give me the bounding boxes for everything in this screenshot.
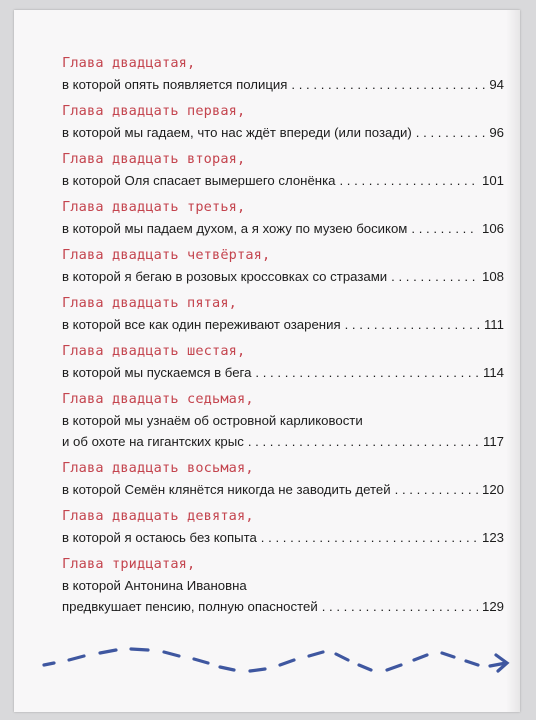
chapter-title: Глава двадцать первая, <box>62 103 246 119</box>
chapter-description-line <box>62 266 504 287</box>
dot-leader <box>255 362 479 383</box>
chapter-title: Глава двадцать шестая, <box>62 343 246 359</box>
page-number: 123 <box>481 530 504 545</box>
toc-entry[interactable] <box>62 245 504 287</box>
toc-entry[interactable] <box>62 101 504 143</box>
toc-entry[interactable] <box>62 293 504 335</box>
chapter-title: Глава двадцать восьмая, <box>62 460 254 476</box>
dot-leader <box>261 527 478 548</box>
page-number: 129 <box>481 599 504 614</box>
chapter-description: в которой мы гадаем, что нас ждёт впереди (или позади) <box>62 125 412 140</box>
chapter-title: Глава двадцать пятая, <box>62 295 238 311</box>
chapter-title: Глава двадцать девятая, <box>62 508 254 524</box>
chapter-description: в которой все как один переживают озарения <box>62 317 341 332</box>
chapter-description-line <box>62 170 504 191</box>
dot-leader <box>345 314 480 335</box>
toc-entry[interactable] <box>62 149 504 191</box>
chapter-description-line <box>62 362 504 383</box>
chapter-title: Глава двадцать вторая, <box>62 151 246 167</box>
chapter-description-line <box>62 575 504 596</box>
dot-leader <box>411 218 478 239</box>
chapter-description-line <box>62 479 504 500</box>
toc-entry[interactable] <box>62 554 504 617</box>
chapter-description: в которой я остаюсь без копыта <box>62 530 257 545</box>
toc-entry[interactable] <box>62 389 504 452</box>
dot-leader <box>248 431 479 452</box>
chapter-title: Глава двадцать четвёртая, <box>62 247 271 263</box>
chapter-title: Глава тридцатая, <box>62 556 196 572</box>
page-number: 120 <box>481 482 504 497</box>
toc-entry[interactable] <box>62 197 504 239</box>
chapter-description: в которой Антонина Ивановна <box>62 578 247 593</box>
chapter-description: в которой мы узнаём об островной карликовости <box>62 413 363 428</box>
page-number: 114 <box>482 365 504 380</box>
page-number: 96 <box>489 125 504 140</box>
toc-entry[interactable] <box>62 506 504 548</box>
chapter-description: в которой я бегаю в розовых кроссовках со стразами <box>62 269 388 284</box>
chapter-description-line <box>62 218 504 239</box>
chapter-description: в которой Семён клянётся никогда не заводить детей <box>62 482 391 497</box>
dot-leader <box>339 170 478 191</box>
page-number: 94 <box>489 77 504 92</box>
chapter-description: и об охоте на гигантских крыс <box>62 434 244 449</box>
chapter-description-line <box>62 74 504 95</box>
dashed-line-decoration <box>14 610 520 710</box>
page-number: 111 <box>483 317 504 332</box>
book-page <box>14 10 520 712</box>
table-of-contents <box>62 53 504 623</box>
dot-leader <box>291 74 485 95</box>
chapter-description: предвкушает пенсию, полную опасностей <box>62 599 318 614</box>
page-number: 108 <box>481 269 504 284</box>
dot-leader <box>395 479 478 500</box>
page-number: 106 <box>481 221 504 236</box>
chapter-description-line <box>62 410 504 431</box>
toc-entry[interactable] <box>62 341 504 383</box>
chapter-description: в которой опять появляется полиция <box>62 77 288 92</box>
dot-leader <box>416 122 486 143</box>
chapter-description: в которой мы падаем духом, а я хожу по музею босиком <box>62 221 408 236</box>
chapter-description: в которой мы пускаемся в бега <box>62 365 252 380</box>
chapter-description-line <box>62 431 504 452</box>
page-number: 101 <box>481 173 504 188</box>
dot-leader <box>391 266 478 287</box>
chapter-description-line <box>62 314 504 335</box>
toc-entry[interactable] <box>62 53 504 95</box>
page-number: 117 <box>482 434 504 449</box>
chapter-title: Глава двадцатая, <box>62 55 196 71</box>
chapter-title: Глава двадцать третья, <box>62 199 246 215</box>
chapter-description: в которой Оля спасает вымершего слонёнка <box>62 173 336 188</box>
chapter-description-line <box>62 122 504 143</box>
chapter-description-line <box>62 527 504 548</box>
chapter-title: Глава двадцать седьмая, <box>62 391 254 407</box>
toc-entry[interactable] <box>62 458 504 500</box>
